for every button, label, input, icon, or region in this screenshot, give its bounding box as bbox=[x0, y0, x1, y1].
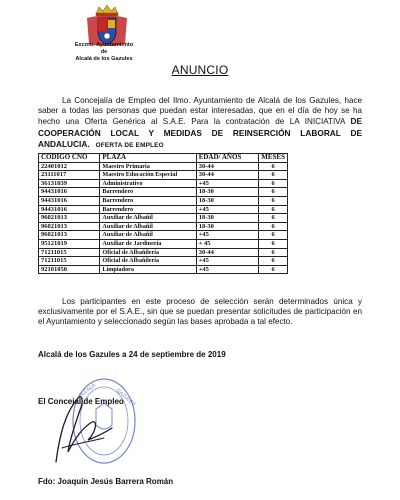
cno-code-cell: 23111017 bbox=[39, 171, 100, 180]
handwritten-signature bbox=[48, 392, 118, 466]
months-cell: 6 bbox=[259, 162, 288, 171]
age-range-cell: 18-30 bbox=[196, 214, 259, 223]
table-row bbox=[39, 265, 288, 274]
position-cell: Barrendero bbox=[100, 188, 196, 197]
months-cell: 6 bbox=[259, 188, 288, 197]
cno-code-cell: 95121019 bbox=[39, 239, 100, 248]
position-cell: Barrendero bbox=[100, 205, 196, 214]
column-header: PLAZA bbox=[100, 154, 196, 163]
cno-code-cell: 94431016 bbox=[39, 205, 100, 214]
cno-code-cell: 36131039 bbox=[39, 179, 100, 188]
position-cell: Oficial de Albañilería bbox=[100, 248, 196, 257]
cno-code-cell: 71211015 bbox=[39, 248, 100, 257]
org-line-3: Alcalá de los Gazules bbox=[75, 56, 133, 62]
document-title: ANUNCIO bbox=[171, 63, 229, 77]
column-header: MESES bbox=[259, 154, 288, 163]
age-range-cell: 18-30 bbox=[196, 188, 259, 197]
months-cell: 6 bbox=[259, 222, 288, 231]
age-range-cell: + 45 bbox=[196, 239, 259, 248]
age-range-cell: +45 bbox=[196, 179, 259, 188]
months-cell: 6 bbox=[259, 257, 288, 266]
age-range-cell: 18-30 bbox=[196, 196, 259, 205]
age-range-cell: +45 bbox=[196, 231, 259, 240]
cno-code-cell: 96021013 bbox=[39, 231, 100, 240]
table-row bbox=[39, 257, 288, 266]
months-cell: 6 bbox=[259, 214, 288, 223]
position-cell: Auxiliar de Jardinería bbox=[100, 239, 196, 248]
months-cell: 6 bbox=[259, 248, 288, 257]
cno-code-cell: 22401012 bbox=[39, 162, 100, 171]
intro-paragraph bbox=[38, 96, 362, 151]
svg-text:ALCALÁ: ALCALÁ bbox=[77, 382, 97, 399]
column-header: CODIGO CNO bbox=[39, 154, 100, 163]
position-cell: Limpiadora bbox=[100, 265, 196, 274]
table-row bbox=[39, 222, 288, 231]
table-row bbox=[39, 188, 288, 197]
organization-header bbox=[30, 42, 178, 63]
months-cell: 6 bbox=[259, 231, 288, 240]
age-range-cell: +45 bbox=[196, 257, 259, 266]
table-row bbox=[39, 214, 288, 223]
org-line-2: de bbox=[100, 49, 108, 55]
cno-code-cell: 96021013 bbox=[39, 214, 100, 223]
table-row bbox=[39, 231, 288, 240]
cno-code-cell: 96021013 bbox=[39, 222, 100, 231]
table-row bbox=[39, 205, 288, 214]
age-range-cell: 18-30 bbox=[196, 222, 259, 231]
org-line-1: Excmo. Ayuntamiento bbox=[74, 42, 134, 48]
age-range-cell: 30-44 bbox=[196, 162, 259, 171]
position-cell: Barrendero bbox=[100, 196, 196, 205]
closing-text: Los participantes en este proceso de selección serán determinados única y exclusivamente por el S.A.E., sin que se puedan presentar solicitudes de participación en el Ayuntamiento y seleccionado según las bases aprobada a tal efecto. bbox=[38, 297, 362, 327]
cno-code-cell: 92101050 bbox=[39, 265, 100, 274]
months-cell: 6 bbox=[259, 239, 288, 248]
table-row bbox=[39, 179, 288, 188]
intro-bold-text: DE COOPERACIÓN LOCAL Y MEDIDAS DE REINSERCIÓN LABORAL DE ANDALUCIA. bbox=[38, 116, 362, 149]
svg-text:GAZULES: GAZULES bbox=[114, 387, 137, 408]
months-cell: 6 bbox=[259, 205, 288, 214]
age-range-cell: +45 bbox=[196, 265, 259, 274]
table-body bbox=[39, 162, 288, 274]
signer-name: Fdo: Joaquín Jesús Barrera Román bbox=[38, 477, 174, 486]
position-cell: Auxiliar de Albañil bbox=[100, 222, 196, 231]
offer-subheading: OFERTA DE EMPLEO bbox=[95, 141, 164, 149]
cno-code-cell: 94431016 bbox=[39, 196, 100, 205]
table-row bbox=[39, 248, 288, 257]
position-cell: Maestro Educación Especial bbox=[100, 171, 196, 180]
age-range-cell: +45 bbox=[196, 205, 259, 214]
age-range-cell: 30-44 bbox=[196, 171, 259, 180]
position-cell: Oficial de Albañilería bbox=[100, 257, 196, 266]
table-row bbox=[39, 239, 288, 248]
months-cell: 6 bbox=[259, 179, 288, 188]
months-cell: 6 bbox=[259, 196, 288, 205]
months-cell: 6 bbox=[259, 171, 288, 180]
position-cell: Auxiliar de Albañil bbox=[100, 231, 196, 240]
table-row bbox=[39, 196, 288, 205]
months-cell: 6 bbox=[259, 265, 288, 274]
table-header-row bbox=[39, 154, 288, 163]
position-cell: Administrativo bbox=[100, 179, 196, 188]
closing-paragraph bbox=[38, 297, 362, 328]
column-header: EDAD/ AÑOS bbox=[196, 154, 259, 163]
job-offer-table bbox=[38, 153, 288, 274]
cno-code-cell: 94431016 bbox=[39, 188, 100, 197]
table-row bbox=[39, 162, 288, 171]
signer-title: El Concejal de Empleo bbox=[38, 397, 124, 406]
intro-text: La Concejalía de Empleo del Ilmo. Ayuntamiento de Alcalá de los Gazules, hace saber a todas las personas que puedan estar interesadas, que en el día de hoy se ha hecho una Oferta Genérica al S.A.E. Para la contratación de LA INICIATIVA bbox=[38, 96, 362, 127]
document-date: Alcalá de los Gazules a 24 de septiembre de 2019 bbox=[38, 350, 226, 359]
age-range-cell: 30-44 bbox=[196, 248, 259, 257]
cno-code-cell: 71211015 bbox=[39, 257, 100, 266]
position-cell: Maestro Primaria bbox=[100, 162, 196, 171]
position-cell: Auxiliar de Albañil bbox=[100, 214, 196, 223]
table-row bbox=[39, 171, 288, 180]
